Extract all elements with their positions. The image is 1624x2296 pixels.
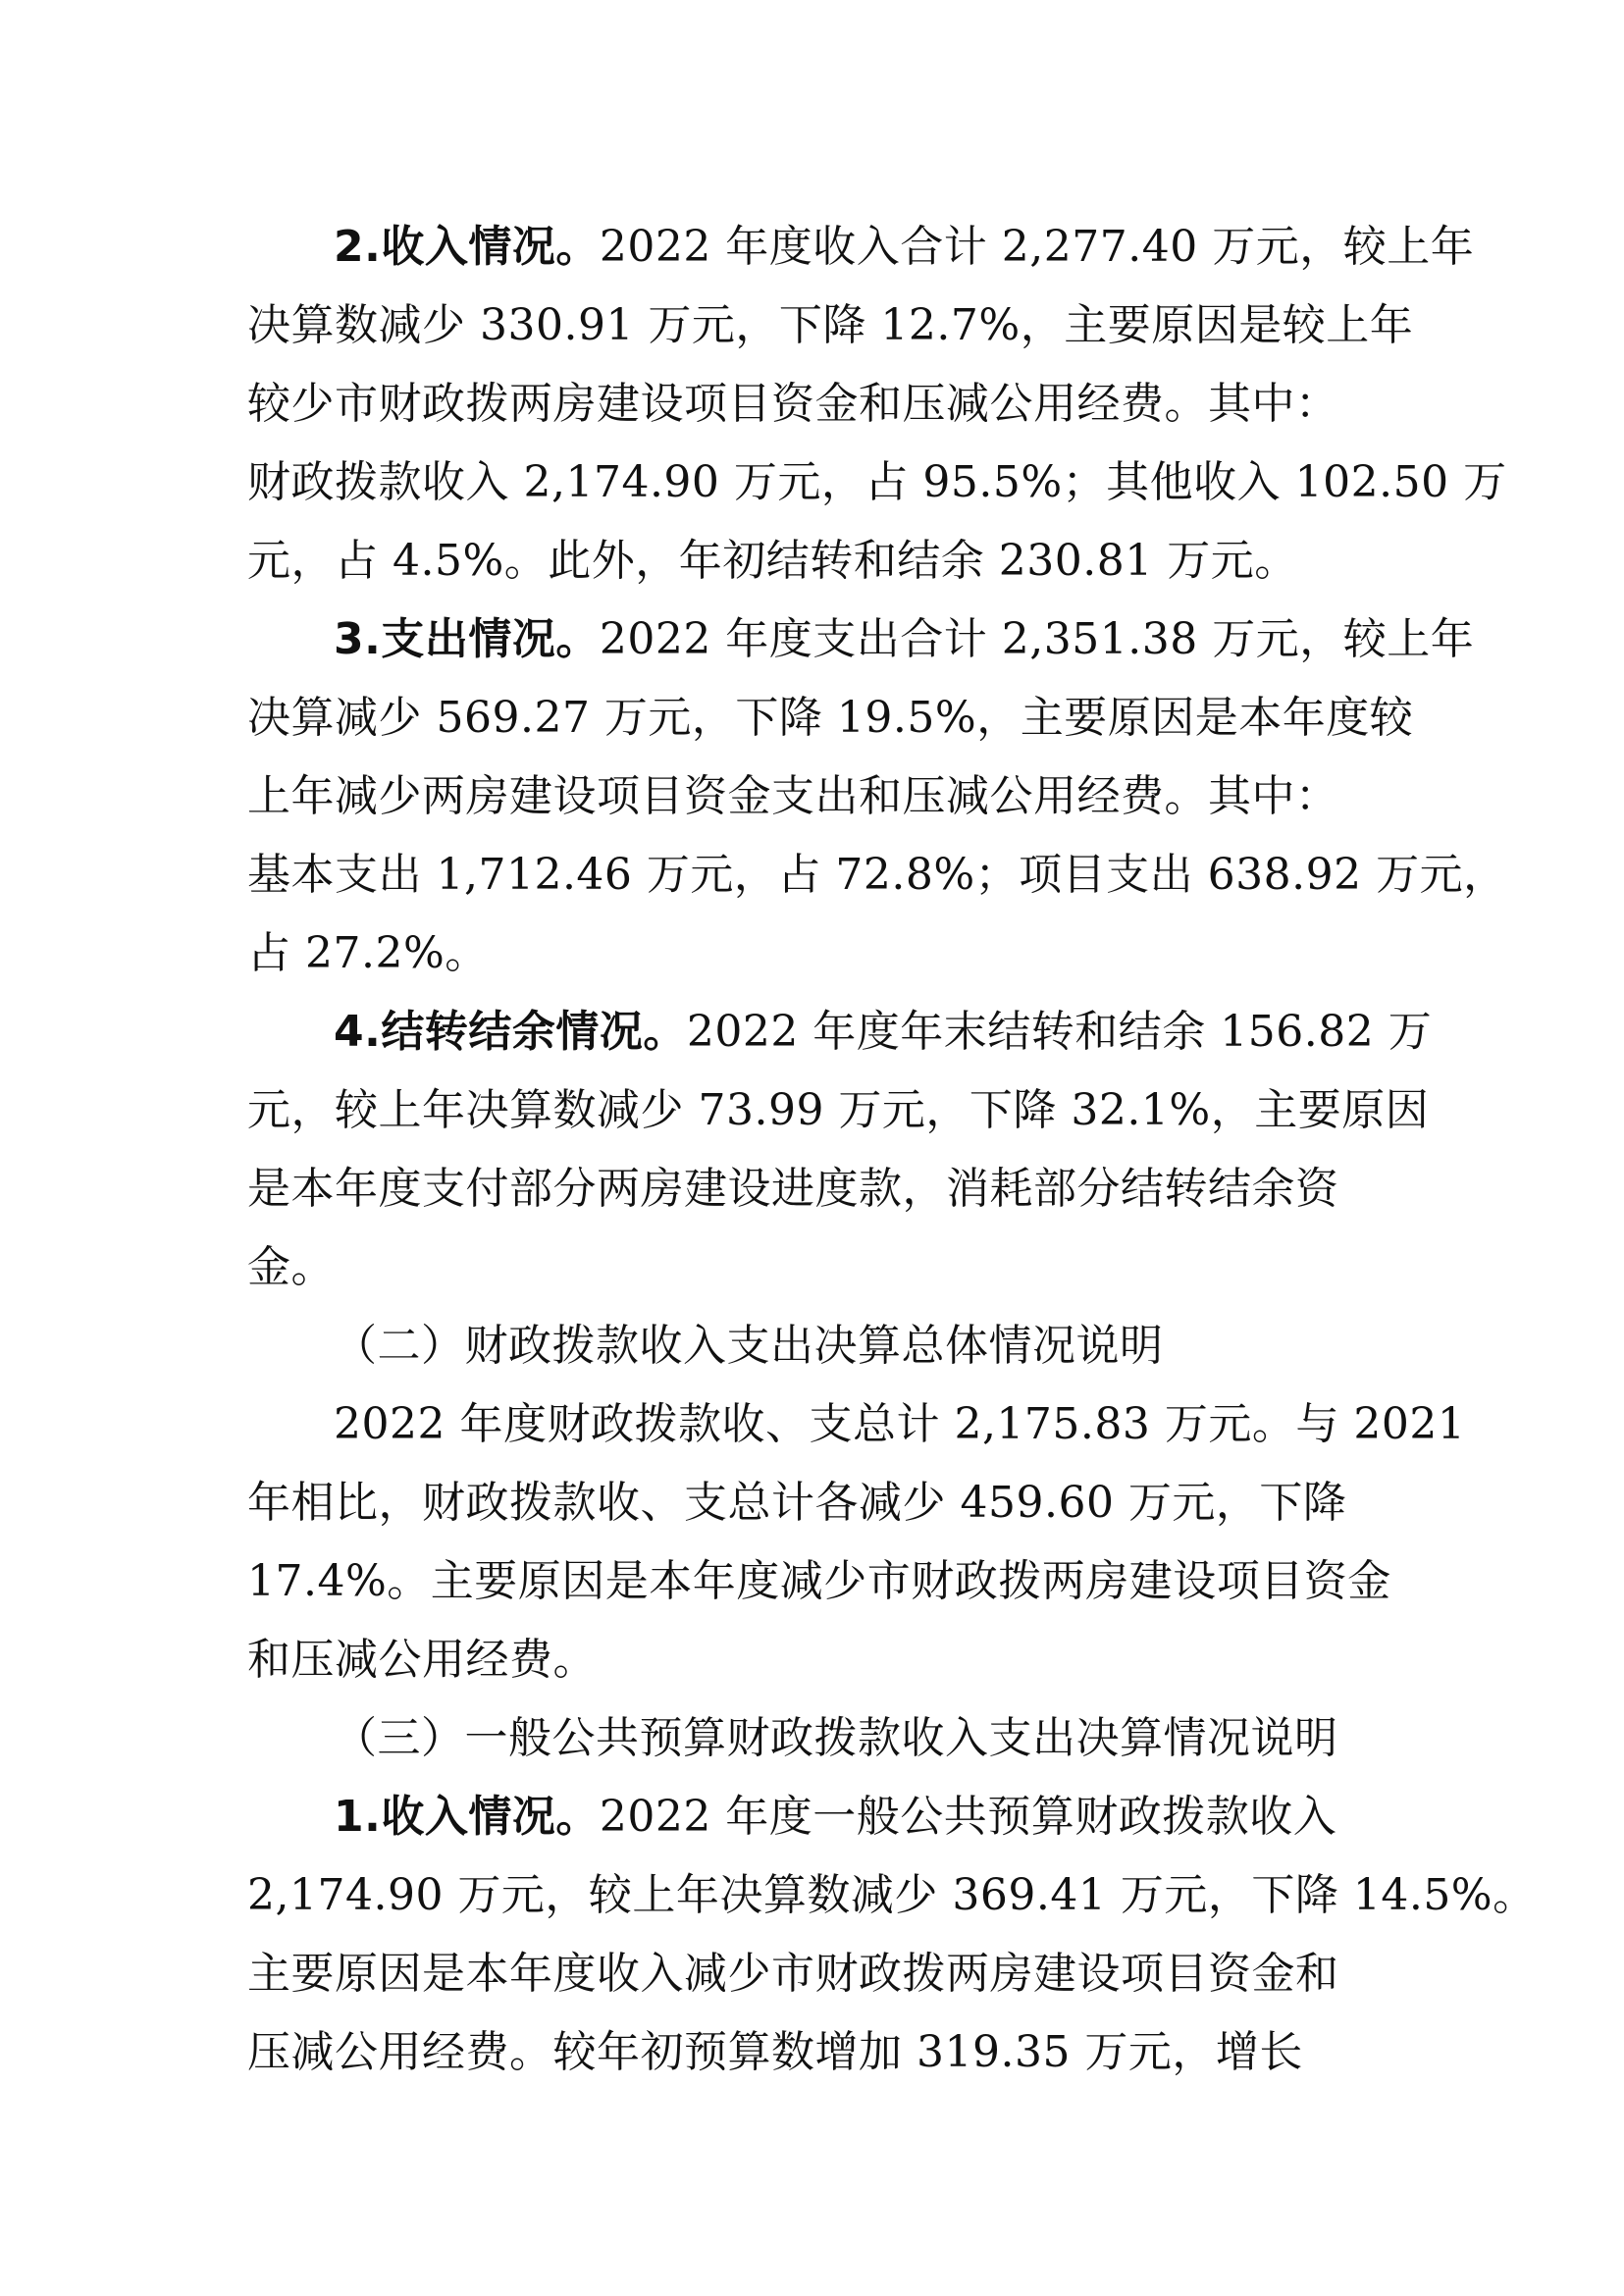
paragraph-general-income-line-1 <box>334 1788 1336 1847</box>
text: 上年减少两房建设项目资金支出和压减公用经费。其中： <box>247 771 1339 821</box>
section-heading-2 <box>334 1317 1164 1376</box>
paragraph-general-income-line-2 <box>247 1866 1537 1925</box>
paragraph-income-line-2 <box>247 296 1413 355</box>
text: 元，占 4.5%。此外，年初结转和结余 230.81 万元。 <box>247 536 1298 586</box>
heading-general-income: 1.收入情况。 <box>334 1792 600 1842</box>
text: 2022 年度支出合计 2,351.38 万元，较上年 <box>599 614 1475 664</box>
text: 决算减少 569.27 万元，下降 19.5%，主要原因是本年度较 <box>247 693 1414 743</box>
paragraph-expense-line-2 <box>247 689 1413 748</box>
text: 年相比，财政拨款收、支总计各减少 459.60 万元，下降 <box>247 1478 1347 1528</box>
paragraph-fiscal-line-1 <box>334 1395 1465 1454</box>
text: （三）一般公共预算财政拨款收入支出决算情况说明 <box>334 1713 1338 1763</box>
paragraph-income-line-5 <box>247 532 1298 591</box>
text: 较少市财政拨两房建设项目资金和压减公用经费。其中： <box>247 379 1339 429</box>
paragraph-expense-line-3 <box>247 767 1339 826</box>
paragraph-expense-line-5 <box>247 924 489 983</box>
paragraph-fiscal-line-4 <box>247 1631 597 1690</box>
text: 2022 年度年末结转和结余 156.82 万 <box>686 1007 1433 1057</box>
text: 主要原因是本年度收入减少市财政拨两房建设项目资金和 <box>247 1949 1339 1999</box>
text: 2022 年度一般公共预算财政拨款收入 <box>599 1792 1337 1842</box>
text: 金。 <box>247 1242 335 1292</box>
paragraph-fiscal-line-3 <box>247 1552 1391 1611</box>
section-heading-3 <box>334 1709 1338 1768</box>
text: 占 27.2%。 <box>247 928 489 978</box>
text: 元，较上年决算数减少 73.99 万元，下降 32.1%，主要原因 <box>247 1085 1430 1135</box>
paragraph-carryover-line-4 <box>247 1238 335 1297</box>
paragraph-carryover-line-3 <box>247 1160 1339 1219</box>
paragraph-expense-line-4 <box>247 846 1507 905</box>
heading-expense: 3.支出情况。 <box>334 614 600 664</box>
heading-income: 2.收入情况。 <box>334 222 600 272</box>
text: 压减公用经费。较年初预算数增加 319.35 万元，增长 <box>247 2027 1303 2077</box>
text: 2022 年度收入合计 2,277.40 万元，较上年 <box>599 222 1475 272</box>
text: 17.4%。主要原因是本年度减少市财政拨两房建设项目资金 <box>247 1556 1391 1606</box>
text: 财政拨款收入 2,174.90 万元，占 95.5%；其他收入 102.50 万 <box>247 457 1507 507</box>
paragraph-income-line-4 <box>247 453 1507 512</box>
heading-carryover: 4.结转结余情况。 <box>334 1007 687 1057</box>
paragraph-general-income-line-4 <box>247 2023 1303 2082</box>
paragraph-expense-line-1 <box>334 610 1474 669</box>
text: 和压减公用经费。 <box>247 1635 597 1685</box>
text: （二）财政拨款收入支出决算总体情况说明 <box>334 1321 1164 1371</box>
paragraph-carryover-line-1 <box>334 1003 1432 1062</box>
paragraph-income-line-1 <box>334 218 1474 277</box>
text: 决算数减少 330.91 万元，下降 12.7%，主要原因是较上年 <box>247 300 1414 350</box>
text: 2,174.90 万元，较上年决算数减少 369.41 万元，下降 14.5%。 <box>247 1870 1537 1920</box>
paragraph-carryover-line-2 <box>247 1081 1429 1140</box>
paragraph-income-line-3 <box>247 375 1339 434</box>
paragraph-general-income-line-3 <box>247 1945 1339 2004</box>
text: 基本支出 1,712.46 万元，占 72.8%；项目支出 638.92 万元， <box>247 850 1507 900</box>
text: 2022 年度财政拨款收、支总计 2,175.83 万元。与 2021 <box>334 1399 1466 1449</box>
paragraph-fiscal-line-2 <box>247 1474 1346 1533</box>
text: 是本年度支付部分两房建设进度款，消耗部分结转结余资 <box>247 1164 1339 1214</box>
